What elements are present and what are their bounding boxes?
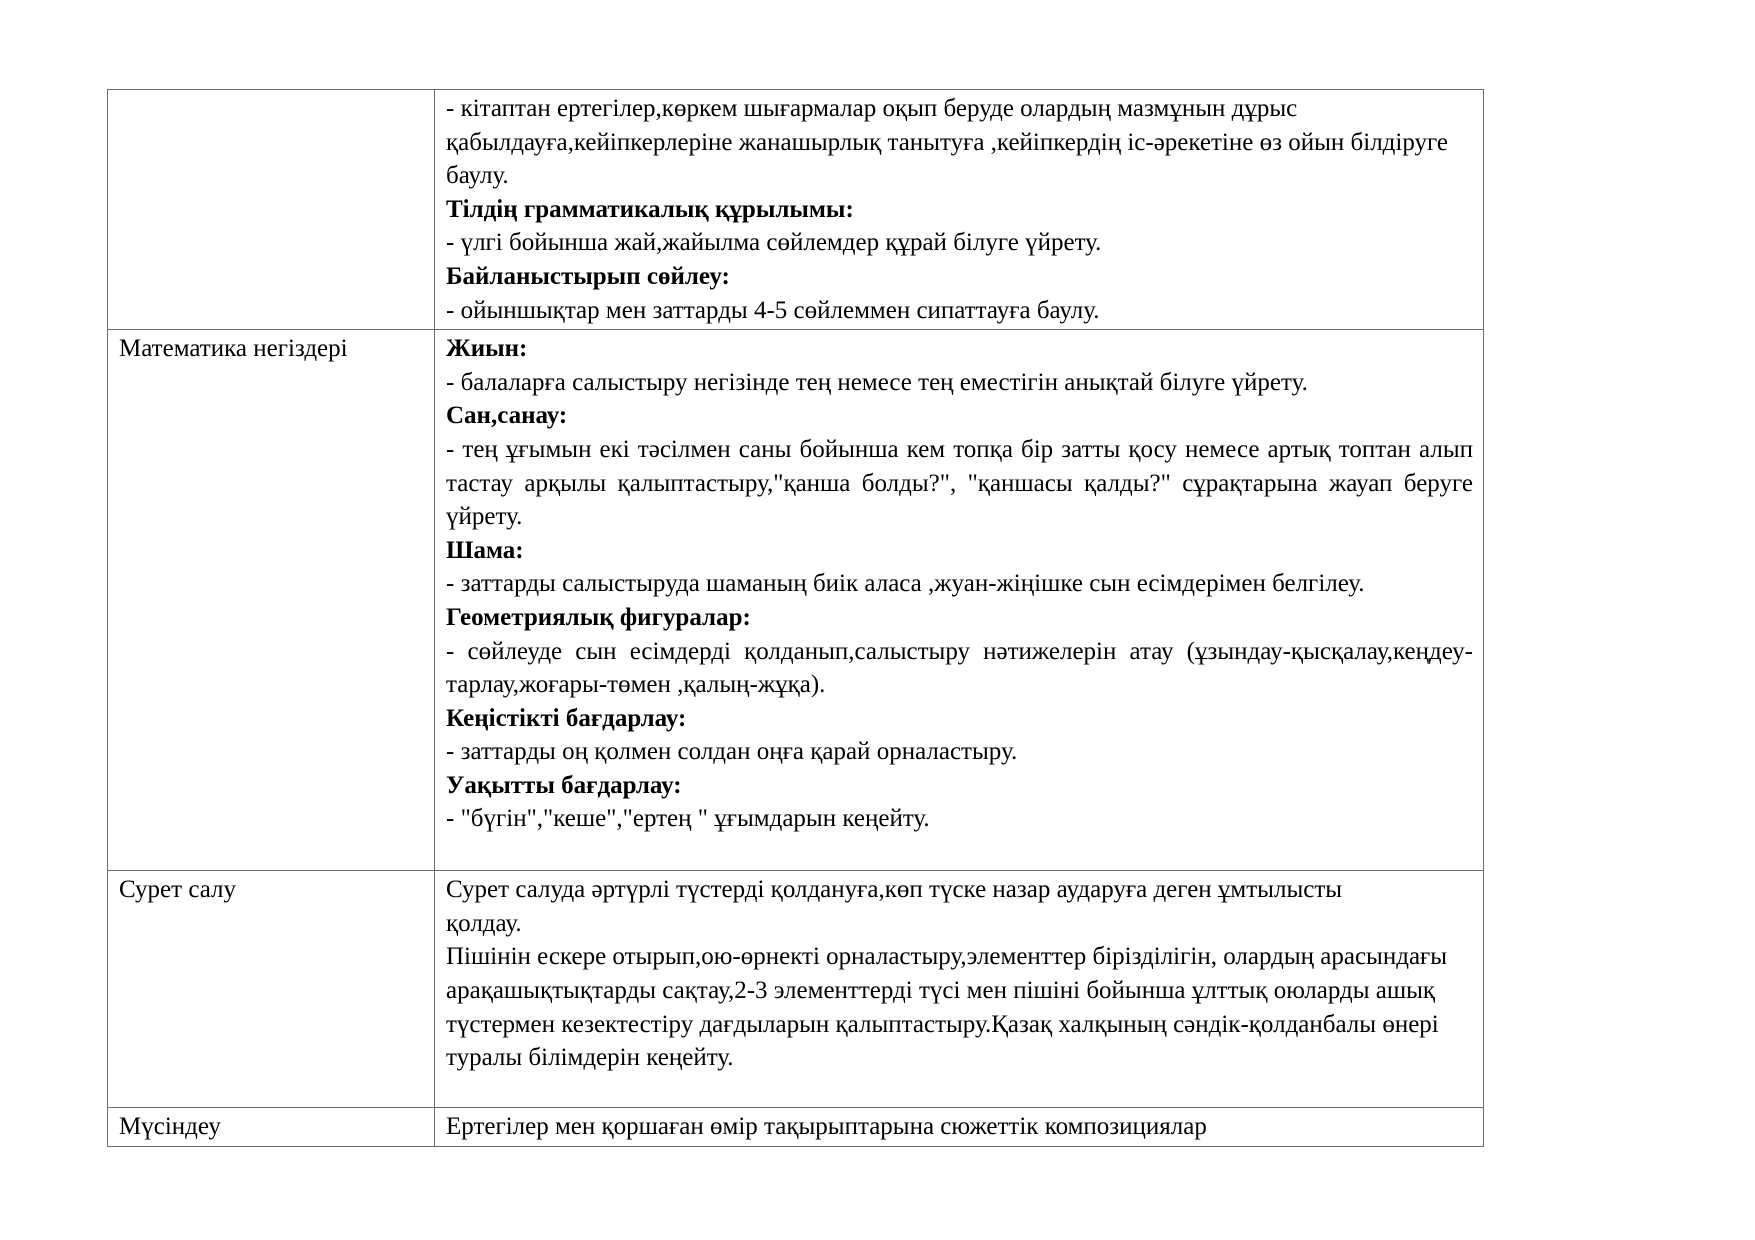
table-row <box>108 871 1484 1108</box>
section-heading: Тілдің грамматикалық құрылымы: <box>446 195 854 223</box>
section-heading: Шама: <box>446 536 524 564</box>
content-cell <box>435 871 1484 1108</box>
section-heading: Байланыстырып сөйлеу: <box>446 262 730 290</box>
content-text: - балаларға салыстыру негізінде тең немесе тең еместігін анықтай білуге үйрету. <box>446 368 1308 396</box>
table-row <box>108 1108 1484 1147</box>
content-text: - тең ұғымын екі тәсілмен саны бойынша кем топқа бір затты қосу немесе артық топтан алып тастау арқылы қалыптастыру,"қанша болды?", "қаншасы қалды?" сұрақтарына жауап беруге үйрету. <box>446 435 1473 531</box>
content-text: - заттарды оң қолмен солдан оңға қарай орналастыру. <box>446 738 1018 766</box>
content-cell <box>435 90 1484 330</box>
subject-cell <box>108 90 435 330</box>
content-text: Ертегілер мен қоршаған өмір тақырыптарына сюжеттік композициялар <box>446 1113 1207 1141</box>
section-heading: Уақытты бағдарлау: <box>446 771 682 799</box>
content-text: - ойыншықтар мен заттарды 4-5 сөйлеммен сипаттауға баулу. <box>446 296 1100 324</box>
content-text: Сурет салуда әртүрлі түстерді қолдануға,көп түске назар аударуға деген ұмтылысты қолдау. <box>446 876 1343 937</box>
section-heading: Жиын: <box>446 335 528 363</box>
section-heading: Кеңістікті бағдарлау: <box>446 704 687 732</box>
content-text: - кітаптан ертегілер,көркем шығармалар оқып беруде олардың мазмұнын дұрыс қабылдауға,кейіпкерлеріне жанашырлық танытуға ,кейіпкердің іс-әрекетіне өз ойын білдіруге баулу. <box>446 95 1449 190</box>
content-text: - сөйлеуде сын есімдерді қолданып,салыстыру нәтижелерін атау (ұзындау-қысқалау,кеңдеу-тарлау,жоғары-төмен ,қалың-жұқа). <box>446 637 1473 699</box>
table-row <box>108 90 1484 330</box>
table-row <box>108 330 1484 871</box>
content-text: - үлгі бойынша жай,жайылма сөйлемдер құрай білуге үйрету. <box>446 229 1102 257</box>
content-cell <box>435 330 1484 871</box>
content-cell <box>435 1108 1484 1147</box>
subject-cell: Сурет салу <box>108 871 435 1108</box>
subject-cell: Математика негіздері <box>108 330 435 871</box>
content-text: Пішінін ескере отырып,ою-өрнекті орналастыру,элементтер бірізділігін, олардың арасындағы арақашықтықтарды сақтау,2-3 элементтерді түсі мен пішіні бойынша ұлттық оюларды ашық түстермен кезектестіру дағдыларын қалыптастыру.Қазақ халқының сәндік-қолданбалы өнері туралы білімдерін кеңейту. <box>446 943 1448 1072</box>
subject-cell: Мүсіндеу <box>108 1108 435 1147</box>
section-heading: Геометриялық фигуралар: <box>446 603 751 631</box>
content-text: - заттарды салыстыруда шаманың биік аласа ,жуан-жіңішке сын есімдерімен белгілеу. <box>446 570 1365 598</box>
curriculum-table <box>107 89 1484 1147</box>
section-heading: Сан,санау: <box>446 402 568 430</box>
content-text: - "бүгін","кеше","ертең " ұғымдарын кеңейту. <box>446 805 930 833</box>
